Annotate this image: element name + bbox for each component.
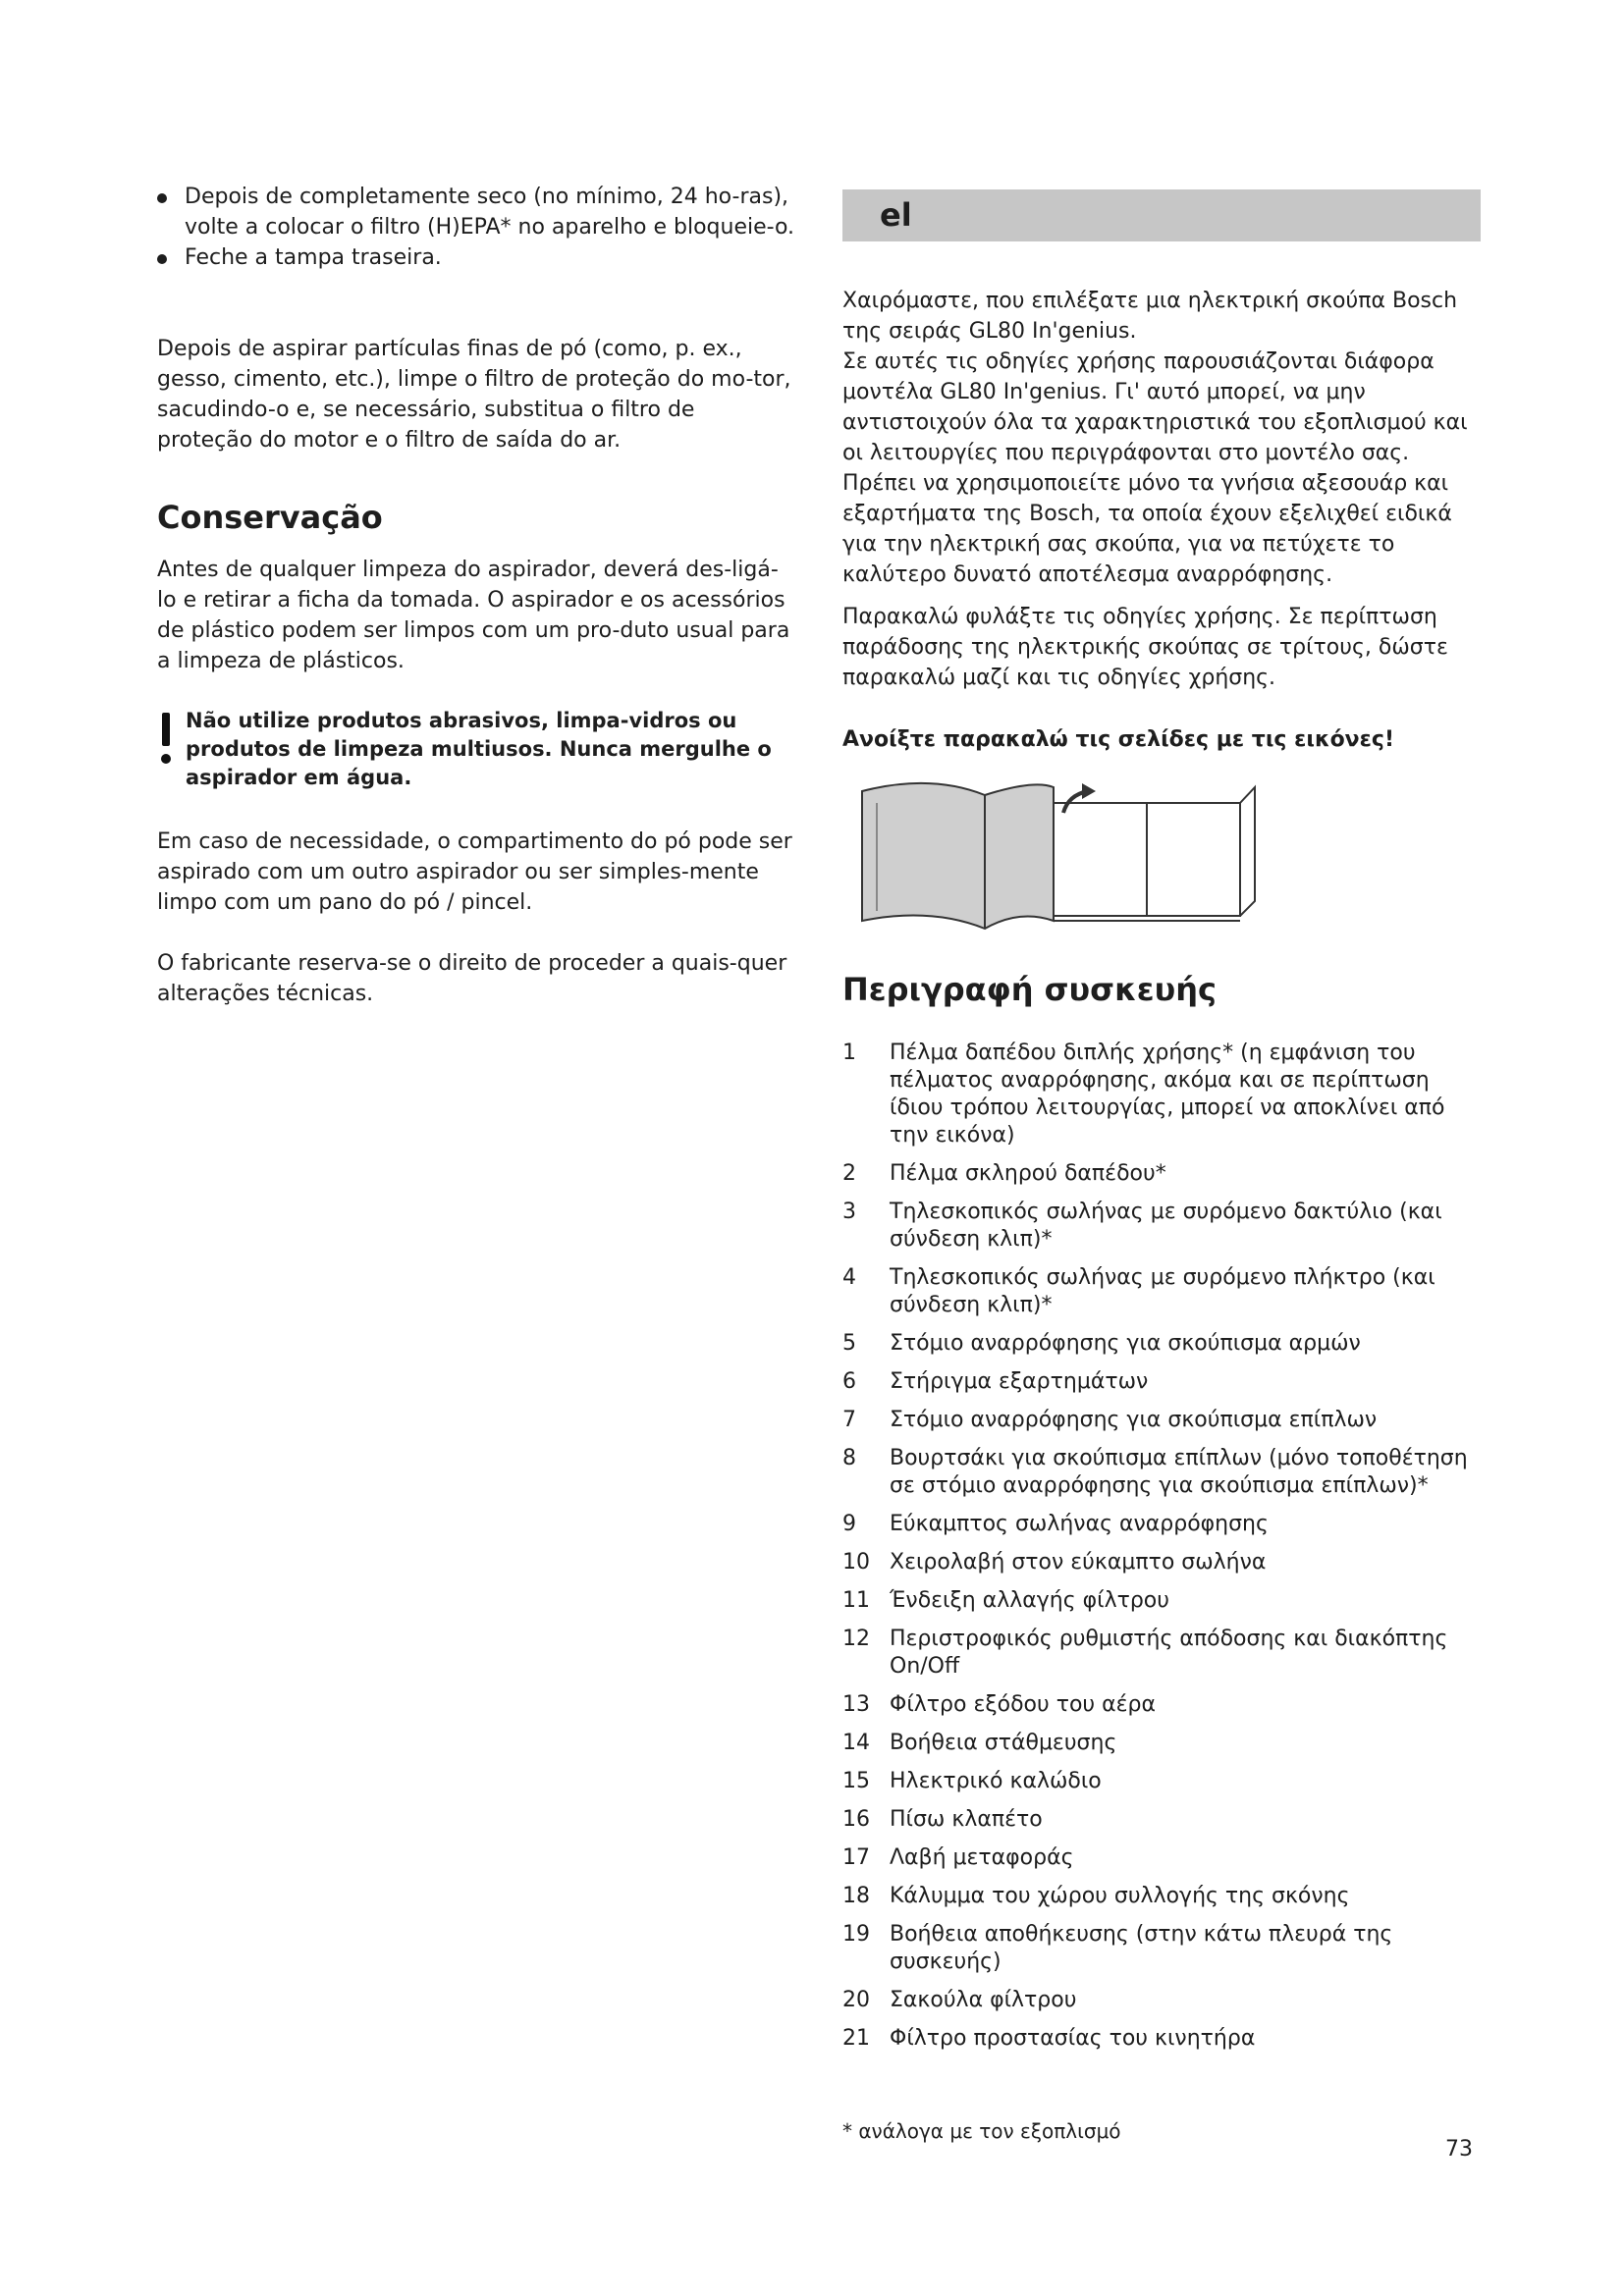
part-number: 15 — [842, 1769, 870, 1793]
part-number: 20 — [842, 1988, 870, 2012]
part-number: 16 — [842, 1807, 870, 1832]
part-list-item — [842, 1806, 1481, 1834]
part-list-item — [842, 1511, 1481, 1538]
part-list-item — [842, 1264, 1481, 1319]
part-number: 1 — [842, 1041, 856, 1065]
part-list-item — [842, 1368, 1481, 1396]
part-list-item — [842, 1407, 1481, 1434]
part-label: Πέλμα σκληρού δαπέδου* — [890, 1161, 1166, 1186]
part-list-item — [842, 1768, 1481, 1795]
part-list-item — [842, 1330, 1481, 1358]
part-list-item — [842, 1921, 1481, 1976]
part-list-item — [842, 1160, 1481, 1188]
bullet-item-refit-filter: Depois de completamente seco (no mínimo, 24 ho-ras), volte a colocar o filtro (H)EPA* no aparelho e bloqueie-o. — [157, 182, 795, 242]
part-label: Κάλυμμα του χώρου συλλογής της σκόνης — [890, 1884, 1350, 1908]
part-label: Εύκαμπτος σωλήνας αναρρόφησης — [890, 1512, 1269, 1536]
part-number: 17 — [842, 1845, 870, 1870]
part-number: 14 — [842, 1731, 870, 1755]
section-heading-conservacao: Conservação — [157, 499, 383, 536]
page-number: 73 — [1445, 2137, 1473, 2162]
part-list-item — [842, 1445, 1481, 1500]
part-list-item — [842, 1626, 1481, 1681]
part-number: 12 — [842, 1627, 870, 1651]
part-number: 6 — [842, 1369, 856, 1394]
part-number: 19 — [842, 1922, 870, 1947]
language-code: el — [880, 196, 912, 234]
paragraph-cleaning: Antes de qualquer limpeza do aspirador, deverá des-ligá-lo e retirar a ficha da tomada. O aspirador e os acessórios de plástico podem ser limpos com um pro-duto usual para a limpeza de plásticos. — [157, 558, 790, 673]
part-list-item — [842, 2025, 1481, 2053]
warning-block — [157, 707, 795, 792]
intro-paragraph-3: Παρακαλώ φυλάξτε τις οδηγίες χρήσης. Σε περίπτωση παράδοσης της ηλεκτρικής σκούπας σε τρίτους, δώστε παρακαλώ μαζί και τις οδηγίες χρήσης. — [842, 605, 1448, 690]
part-number: 21 — [842, 2026, 870, 2051]
part-number: 9 — [842, 1512, 856, 1536]
part-label: Πίσω κλαπέτο — [890, 1807, 1043, 1832]
part-number: 8 — [842, 1446, 856, 1470]
part-label: Βοήθεια στάθμευσης — [890, 1731, 1117, 1755]
paragraph-manufacturer-note: O fabricante reserva-se o direito de proceder a quais-quer alterações técnicas. — [157, 951, 787, 1006]
part-label: Σακούλα φίλτρου — [890, 1988, 1077, 2012]
part-list-item — [842, 1691, 1481, 1719]
part-label: Τηλεσκοπικός σωλήνας με συρόμενο δακτύλιο (και σύνδεση κλιπ)* — [890, 1200, 1442, 1252]
part-label: Ένδειξη αλλαγής φίλτρου — [890, 1588, 1169, 1613]
bullet-list — [157, 182, 795, 273]
parts-list — [842, 1040, 1481, 2063]
part-list-item — [842, 1549, 1481, 1576]
language-header-bar — [842, 189, 1481, 241]
part-number: 3 — [842, 1200, 856, 1224]
section-heading-device-description: Περιγραφή συσκευής — [842, 971, 1217, 1008]
paragraph-filter-cleaning: Depois de aspirar partículas finas de pó (como, p. ex., gesso, cimento, etc.), limpe o filtro de proteção do mo-tor, sacudindo-o e, se necessário, substitua o filtro de proteção do motor e o filtro de saída do ar. — [157, 337, 791, 453]
part-number: 5 — [842, 1331, 856, 1356]
part-label: Βοήθεια αποθήκευσης (στην κάτω πλευρά της συσκευής) — [890, 1922, 1393, 1974]
part-number: 13 — [842, 1692, 870, 1717]
part-label: Στήριγμα εξαρτημάτων — [890, 1369, 1149, 1394]
part-number: 7 — [842, 1408, 856, 1432]
part-label: Τηλεσκοπικός σωλήνας με συρόμενο πλήκτρο (και σύνδεση κλιπ)* — [890, 1265, 1435, 1317]
part-list-item — [842, 1844, 1481, 1872]
part-label: Ηλεκτρικό καλώδιο — [890, 1769, 1102, 1793]
part-label: Φίλτρο προστασίας του κινητήρα — [890, 2026, 1256, 2051]
part-list-item — [842, 1040, 1481, 1149]
paragraph-dust-compartment: Em caso de necessidade, o compartimento do pó pode ser aspirado com um outro aspirador ou ser simples-mente limpo com um pano do pó / pincel. — [157, 829, 792, 915]
part-list-item — [842, 1730, 1481, 1757]
part-label: Στόμιο αναρρόφησης για σκούπισμα αρμών — [890, 1331, 1361, 1356]
open-pages-note: Ανοίξτε παρακαλώ τις σελίδες με τις εικόνες! — [842, 727, 1394, 752]
part-label: Χειρολαβή στον εύκαμπτο σωλήνα — [890, 1550, 1267, 1575]
footnote: * ανάλογα με τον εξοπλισμό — [842, 2119, 1121, 2143]
part-list-item — [842, 1987, 1481, 2014]
part-number: 4 — [842, 1265, 856, 1290]
intro-paragraph-2: Σε αυτές τις οδηγίες χρήσης παρουσιάζονται διάφορα μοντέλα GL80 In'genius. Γι' αυτό μπορεί, να μην αντιστοιχούν όλα τα χαρακτηριστικά του εξοπλισμού και οι λειτουργίες που περιγράφονται στο μοντέλο σας. Πρέπει να χρησιμοποιείτε μόνο τα γνήσια αξεσουάρ και εξαρτήματα της Bosch, τα οποία έχουν εξελιχθεί ειδικά για την ηλεκτρική σας σκούπα, για να πετύχετε το καλύτερο δυνατό αποτέλεσμα αναρρόφησης. — [842, 349, 1468, 587]
part-list-item — [842, 1587, 1481, 1615]
part-number: 18 — [842, 1884, 870, 1908]
part-label: Βουρτσάκι για σκούπισμα επίπλων (μόνο τοποθέτηση σε στόμιο αναρρόφησης για σκούπισμα επίπλων)* — [890, 1446, 1468, 1498]
part-label: Περιστροφικός ρυθμιστής απόδοσης και διακόπτης On/Off — [890, 1627, 1448, 1679]
fold-out-panels-illustration — [852, 774, 1265, 940]
part-number: 11 — [842, 1588, 870, 1613]
intro-paragraph-1: Χαιρόμαστε, που επιλέξατε μια ηλεκτρική σκούπα Bosch της σειράς GL80 In'genius. — [842, 289, 1458, 344]
part-list-item — [842, 1199, 1481, 1254]
part-label: Στόμιο αναρρόφησης για σκούπισμα επίπλων — [890, 1408, 1378, 1432]
part-list-item — [842, 1883, 1481, 1910]
part-label: Λαβή μεταφοράς — [890, 1845, 1074, 1870]
part-label: Πέλμα δαπέδου διπλής χρήσης* (η εμφάνιση του πέλματος αναρρόφησης, ακόμα και σε περίπτωση ίδιου τρόπου λειτουργίας, μπορεί να αποκλίνει από την εικόνα) — [890, 1041, 1445, 1148]
warning-text: Não utilize produtos abrasivos, limpa-vidros ou produtos de limpeza multiusos. Nunca mergulhe o aspirador em água. — [186, 709, 772, 789]
part-number: 2 — [842, 1161, 856, 1186]
part-number: 10 — [842, 1550, 870, 1575]
part-label: Φίλτρο εξόδου του αέρα — [890, 1692, 1156, 1717]
bullet-item-close-cover: Feche a tampa traseira. — [157, 242, 795, 273]
